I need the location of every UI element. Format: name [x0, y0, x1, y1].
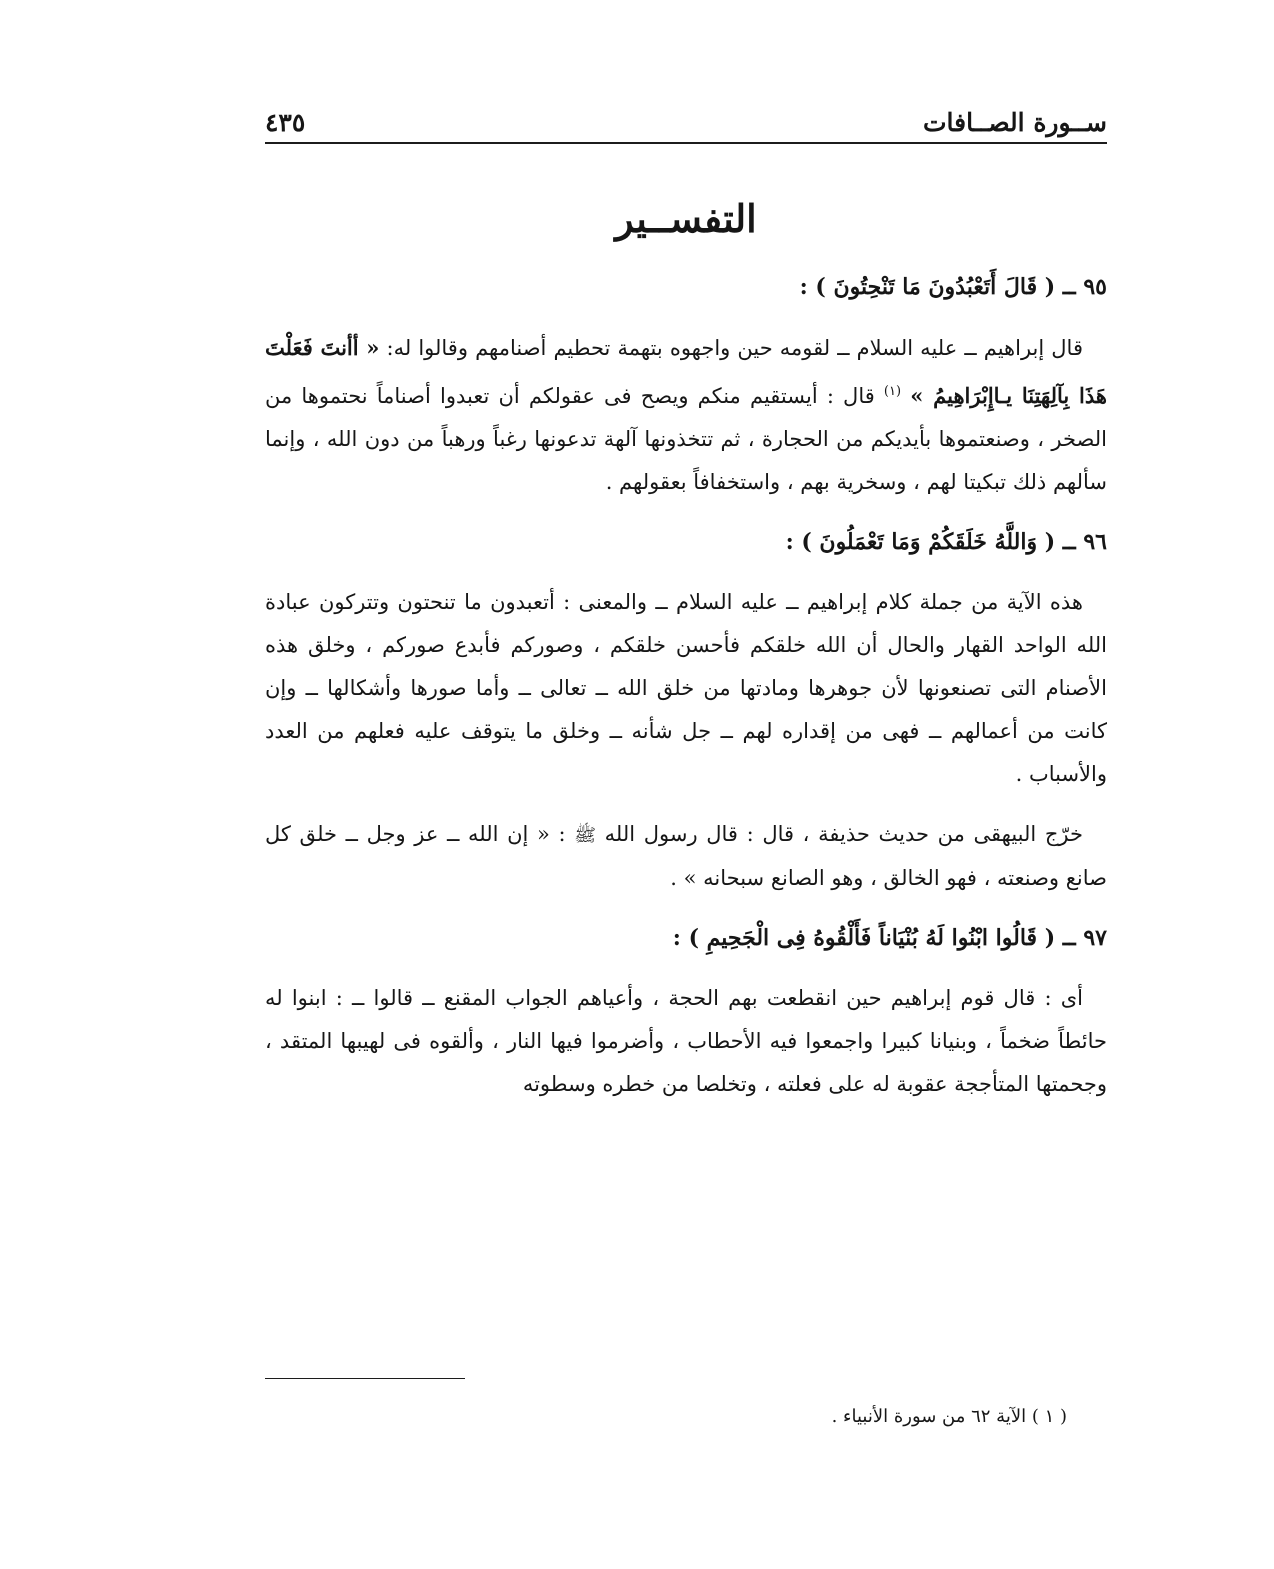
- verse-heading-97: ٩٧ ــ ( قَالُوا ابْنُوا لَهُ بُنْيَاناً فَأَلْقُوهُ فِى الْجَحِيمِ ) :: [672, 925, 1107, 951]
- verse-heading-96: ٩٦ ــ ( وَاللَّهُ خَلَقَكُمْ وَمَا تَعْمَلُونَ ) :: [785, 529, 1107, 555]
- page-number: ٤٣٥: [265, 107, 306, 137]
- hadith-paragraph: [265, 813, 1107, 900]
- page-header: [265, 104, 1107, 140]
- quoted-verse: « أأنتَ فَعَلْتَ هَذَا بِآلِهَتِنَا يـاإِبْرَاهِيمُ »: [265, 335, 1107, 408]
- section-title: التفســير: [615, 196, 757, 241]
- tafsir-paragraph: هذه الآية من جملة كلام إبراهيم ــ عليه السلام ــ والمعنى : أتعبدون ما تنحتون وتتركون عبادة الله الواحد القهار والحال أن الله خلقكم فأحسن خلقكم ، وصوركم فأبدع صوركم ، وخلق هذه الأصنام التى تصنعونها لأن جوهرها ومادتها من خلق الله ــ تعالى ــ وأما صورها وأشكالها ــ وإن كانت من أعمالهم ــ فهى من إقداره لهم ــ جل شأنه ــ وخلق ما يتوقف عليه فعلهم من العدد والأسباب .: [265, 590, 1107, 786]
- paragraph-text: خرّج البيهقى من حديث حذيفة ، قال : قال رسول الله: [596, 822, 1083, 846]
- tafsir-content: [265, 266, 1107, 1123]
- verse-heading-95: ٩٥ ــ ( قَالَ أَتَعْبُدُونَ مَا تَنْحِتُونَ ) :: [799, 274, 1107, 300]
- salawat-glyph: ﷺ: [574, 825, 597, 846]
- footnote-ref: (١): [883, 384, 902, 399]
- paragraph-text: قال إبراهيم ــ عليه السلام ــ لقومه حين واجهوه بتهمة تحطيم أصنامهم وقالوا له:: [379, 336, 1083, 360]
- footnote: ( ١ ) الآية ٦٢ من سورة الأنبياء .: [831, 1406, 1067, 1427]
- paragraph-text: قال : أيستقيم منكم ويصح فى عقولكم أن تعبدوا أصناماً نحتموها من الصخر ، وصنعتموها بأيديكم من الحجارة ، ثم تتخذونها آلهة تدعونها رغباً ورهباً من دون الله ، وإنما سألهم ذلك تبكيتا لهم ، وسخرية بهم ، واستخفافاً بعقولهم .: [265, 384, 1107, 494]
- surah-title: ســورة الصــافات: [923, 107, 1107, 137]
- header-rule: [265, 142, 1107, 144]
- tafsir-paragraph: أى : قال قوم إبراهيم حين انقطعت بهم الحجة ، وأعياهم الجواب المقنع ــ قالوا ــ : ابنوا له حائطاً ضخماً ، وبنيانا كبيرا واجمعوا فيه الأحطاب ، وأضرموا فيها النار ، وألقوه فى لهيبها المتقد ، وجحمتها المتأججة عقوبة له على فعلته ، وتخلصا من خطره وسطوته: [265, 986, 1107, 1096]
- book-page: [265, 88, 1107, 1548]
- paragraph-text: : « إن الله ــ عز وجل ــ خلق كل صانع وصنعته ، فهو الخالق ، وهو الصانع سبحانه » .: [265, 822, 1107, 890]
- footnote-rule: [265, 1378, 465, 1379]
- tafsir-paragraph: [265, 326, 1107, 504]
